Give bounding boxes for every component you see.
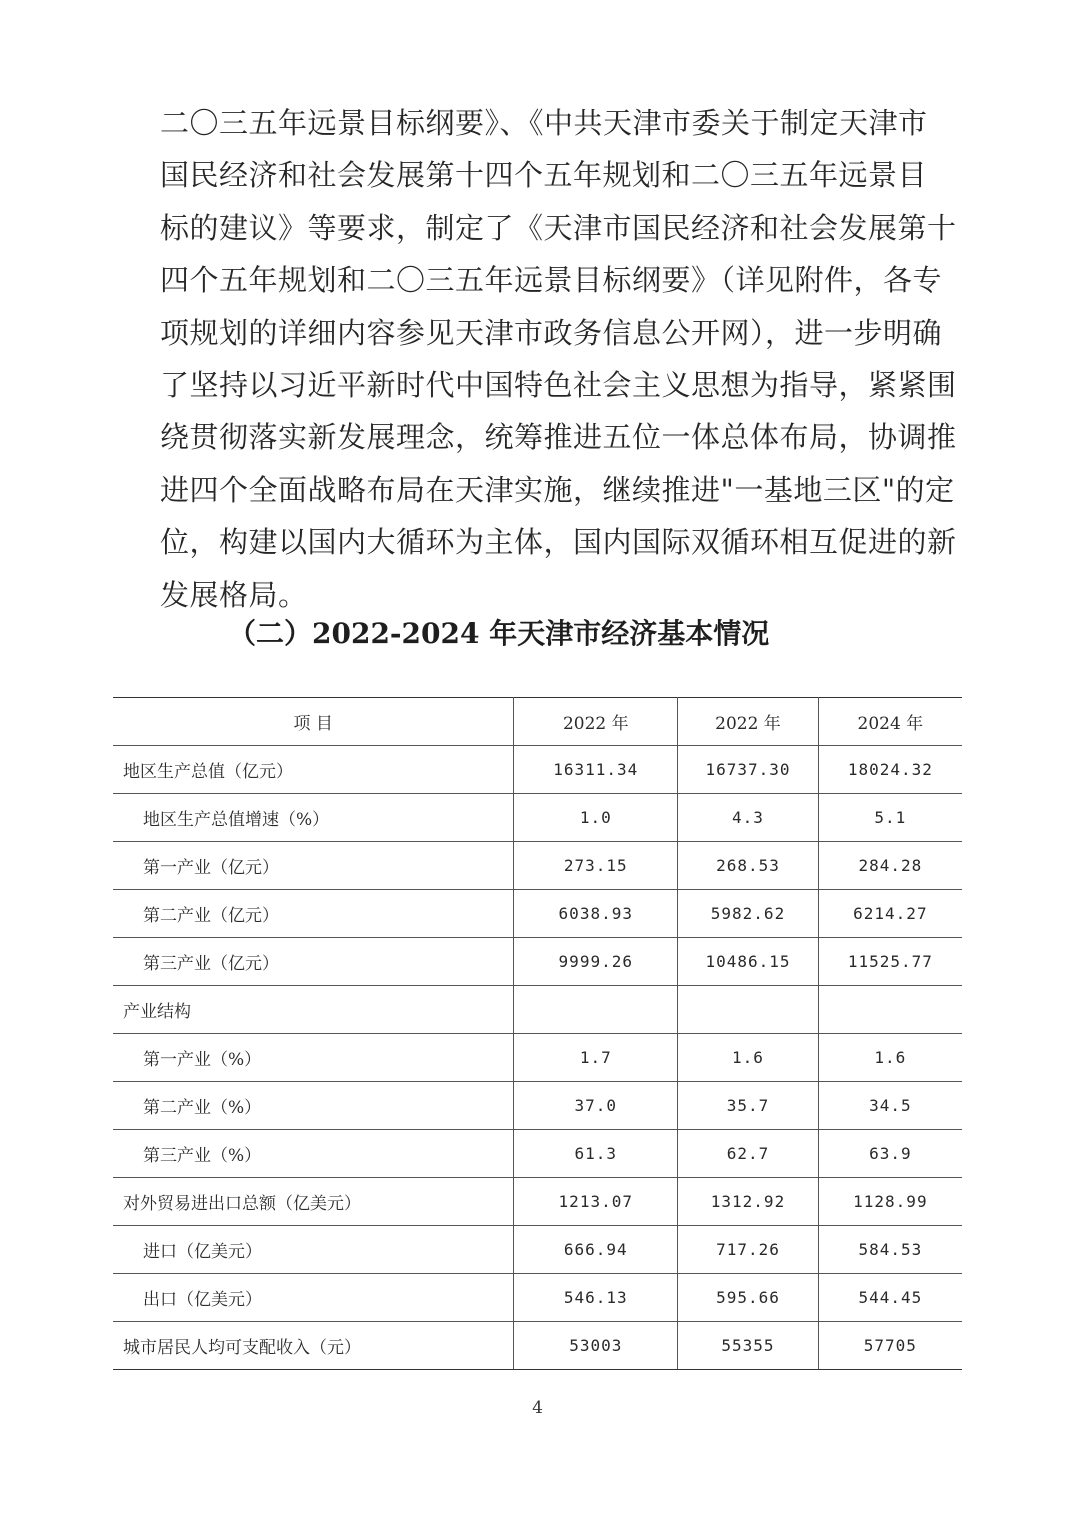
table-row — [113, 1274, 962, 1322]
row-value: 1.6 — [818, 1034, 962, 1082]
row-value: 10486.15 — [678, 938, 818, 986]
paragraph-line: 了坚持以习近平新时代中国特色社会主义思想为指导，紧紧围 — [160, 367, 957, 402]
table-row — [113, 1034, 962, 1082]
row-value: 16737.30 — [678, 746, 818, 794]
row-label: 地区生产总值增速（%） — [113, 794, 514, 842]
paragraph-line: 二〇三五年远景目标纲要》、《中共天津市委关于制定天津市 — [160, 106, 928, 140]
row-label: 地区生产总值（亿元） — [113, 746, 514, 794]
row-value: 595.66 — [678, 1274, 818, 1322]
row-value: 6038.93 — [514, 890, 678, 938]
row-value: 6214.27 — [818, 890, 962, 938]
row-value: 5982.62 — [678, 890, 818, 938]
row-value: 61.3 — [514, 1130, 678, 1178]
row-value: 666.94 — [514, 1226, 678, 1274]
row-value: 4.3 — [678, 794, 818, 842]
row-value: 268.53 — [678, 842, 818, 890]
paragraph-line: 四个五年规划和二〇三五年远景目标纲要》（详见附件，各专 — [160, 263, 943, 298]
row-value: 18024.32 — [818, 746, 962, 794]
row-value: 9999.26 — [514, 938, 678, 986]
paragraph-line: 发展格局。 — [160, 577, 308, 612]
row-value: 53003 — [514, 1322, 678, 1370]
table-row — [113, 1226, 962, 1274]
row-value: 584.53 — [818, 1226, 962, 1274]
header-item: 项 目 — [113, 698, 514, 746]
row-value: 63.9 — [818, 1130, 962, 1178]
row-value — [678, 986, 818, 1034]
row-value: 546.13 — [514, 1274, 678, 1322]
row-label: 对外贸易进出口总额（亿美元） — [113, 1178, 514, 1226]
table-row — [113, 890, 962, 938]
paragraph-line: 国民经济和社会发展第十四个五年规划和二〇三五年远景目 — [160, 158, 928, 193]
row-label: 出口（亿美元） — [113, 1274, 514, 1322]
table-header-row — [113, 698, 962, 746]
row-value: 62.7 — [678, 1130, 818, 1178]
row-value: 544.45 — [818, 1274, 962, 1322]
row-label: 第一产业（%） — [113, 1034, 514, 1082]
row-value: 1.7 — [514, 1034, 678, 1082]
row-label: 进口（亿美元） — [113, 1226, 514, 1274]
header-year-1: 2022 年 — [514, 698, 678, 746]
row-value: 55355 — [678, 1322, 818, 1370]
row-value: 1213.07 — [514, 1178, 678, 1226]
row-value: 35.7 — [678, 1082, 818, 1130]
paragraph-line: 项规划的详细内容参见天津市政务信息公开网），进一步明确 — [160, 315, 943, 350]
page-number: 4 — [532, 1398, 543, 1418]
table-row — [113, 938, 962, 986]
row-value — [514, 986, 678, 1034]
table-row — [113, 1130, 962, 1178]
row-label: 第二产业（亿元） — [113, 890, 514, 938]
economic-data-table — [113, 697, 962, 1370]
table-row — [113, 1322, 962, 1370]
row-label: 城市居民人均可支配收入（元） — [113, 1322, 514, 1370]
row-value: 284.28 — [818, 842, 962, 890]
body-paragraph — [160, 97, 957, 621]
header-year-3: 2024 年 — [818, 698, 962, 746]
row-value: 11525.77 — [818, 938, 962, 986]
row-value: 16311.34 — [514, 746, 678, 794]
row-label: 第三产业（%） — [113, 1130, 514, 1178]
table-body — [113, 746, 962, 1370]
table-row — [113, 842, 962, 890]
row-value: 5.1 — [818, 794, 962, 842]
row-value: 37.0 — [514, 1082, 678, 1130]
row-value: 1.6 — [678, 1034, 818, 1082]
table-row — [113, 794, 962, 842]
row-label: 第三产业（亿元） — [113, 938, 514, 986]
row-value — [818, 986, 962, 1034]
row-value: 57705 — [818, 1322, 962, 1370]
row-value: 1128.99 — [818, 1178, 962, 1226]
row-label: 第一产业（亿元） — [113, 842, 514, 890]
table-row — [113, 746, 962, 794]
section-heading: （二）2022-2024 年天津市经济基本情况 — [228, 617, 770, 650]
header-year-2: 2022 年 — [678, 698, 818, 746]
row-label: 产业结构 — [113, 986, 514, 1034]
row-value: 1.0 — [514, 794, 678, 842]
row-value: 717.26 — [678, 1226, 818, 1274]
table-row — [113, 1178, 962, 1226]
paragraph-line: 标的建议》等要求，制定了《天津市国民经济和社会发展第十 — [160, 210, 957, 245]
paragraph-line: 绕贯彻落实新发展理念，统筹推进五位一体总体布局，协调推 — [160, 420, 957, 455]
row-value: 1312.92 — [678, 1178, 818, 1226]
row-label: 第二产业（%） — [113, 1082, 514, 1130]
row-value: 34.5 — [818, 1082, 962, 1130]
table-row — [113, 986, 962, 1034]
row-value: 273.15 — [514, 842, 678, 890]
paragraph-line: 进四个全面战略布局在天津实施，继续推进"一基地三区"的定 — [160, 472, 955, 507]
paragraph-line: 位，构建以国内大循环为主体，国内国际双循环相互促进的新 — [160, 525, 957, 560]
table-row — [113, 1082, 962, 1130]
